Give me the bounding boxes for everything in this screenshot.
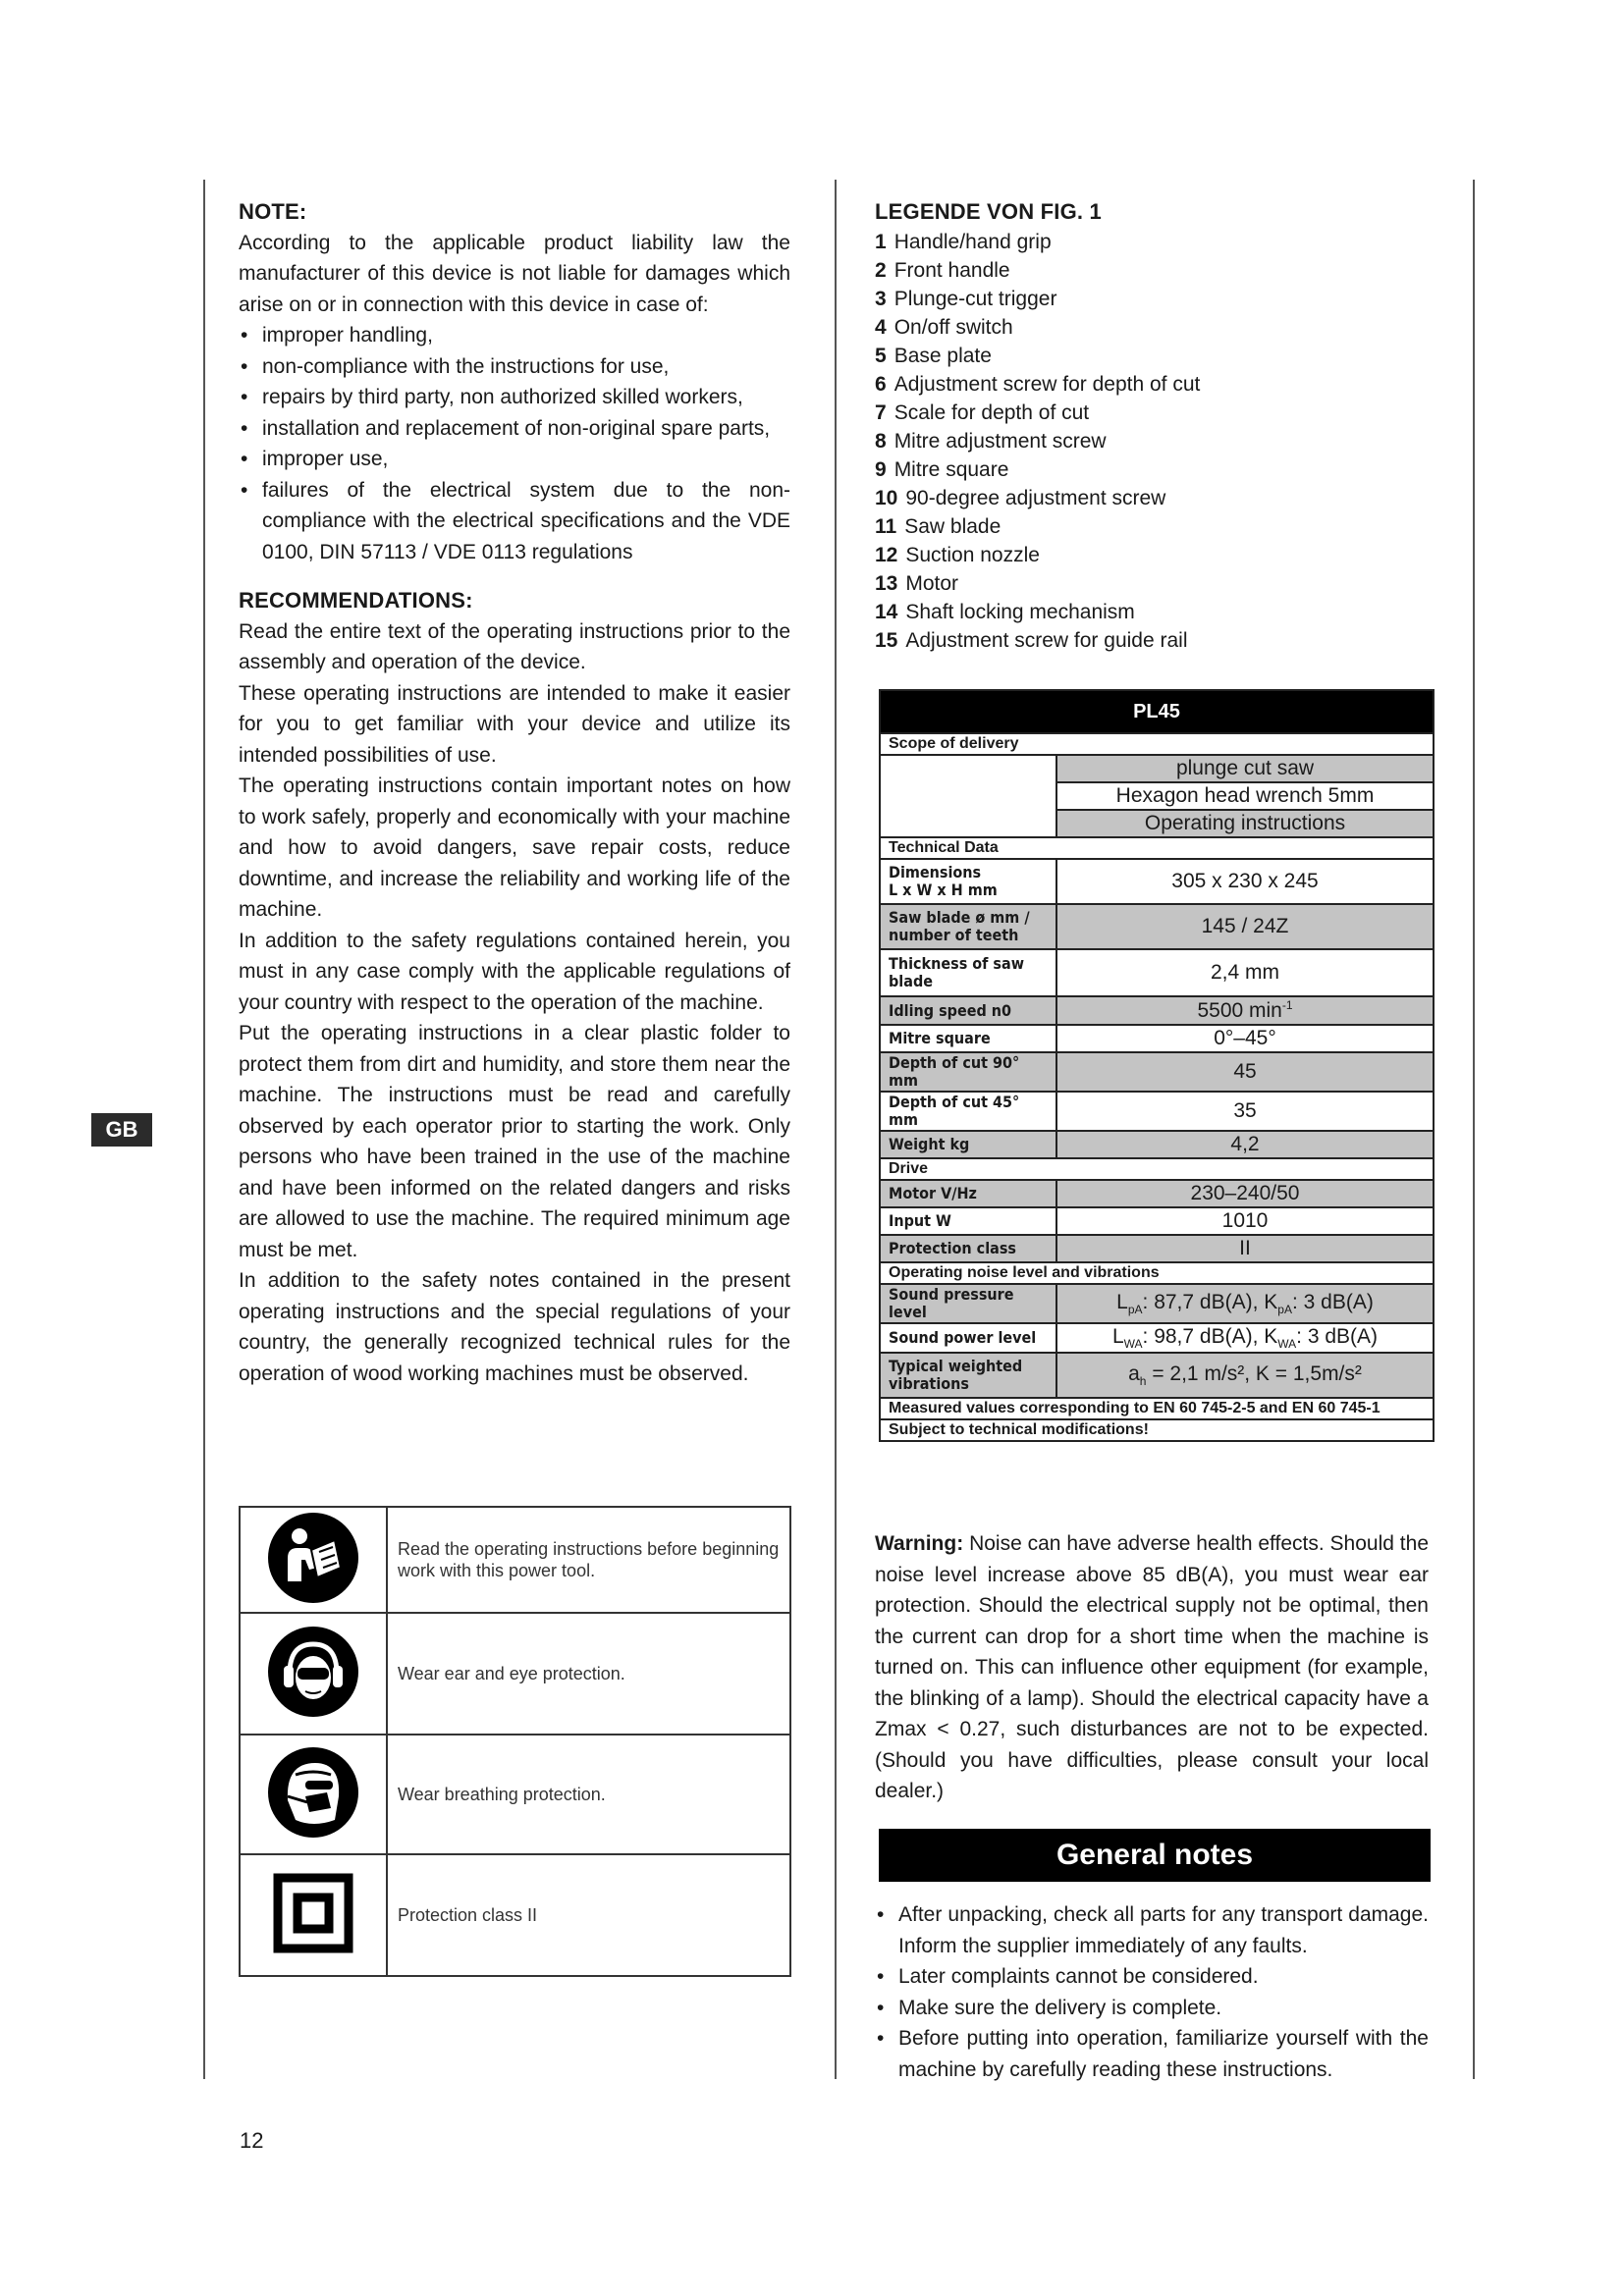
legend-number: 1 [875,230,887,253]
spec-label: Saw blade ø mm / number of teeth [880,904,1056,949]
scope-item: Operating instructions [1056,810,1434,837]
spec-model: PL45 [880,690,1434,733]
spec-value: 0°–45° [1056,1025,1434,1052]
legend-number: 15 [875,628,898,652]
legend-number: 10 [875,486,898,509]
legend-label: Base plate [893,344,992,367]
note-item: • installation and replacement of non-original spare parts, [239,413,790,445]
legend-list [875,228,1433,655]
legend-number: 2 [875,258,887,282]
legend-heading: LEGENDE VON FIG. 1 [875,199,1102,224]
legend-label: Scale for depth of cut [893,400,1090,424]
recommendation-paragraph: These operating instructions are intended to make it easier for you to get familiar with your device and utilize its intended possibilities of use. [239,681,790,767]
legend-number: 14 [875,600,898,623]
symbol-row [240,1735,790,1854]
legend-item [875,512,1433,541]
language-tab: GB [91,1113,152,1147]
legend-label: Saw blade [904,514,1001,538]
legend-number: 6 [875,372,887,396]
legend-item [875,256,1433,285]
legend-item [875,313,1433,342]
legend-number: 4 [875,315,887,339]
spec-label: Depth of cut 45° mm [880,1092,1056,1131]
page-number: 12 [240,2128,264,2153]
legend-item [875,455,1433,484]
spec-value: II [1056,1235,1434,1262]
legend-number: 13 [875,571,898,595]
recommendations-heading: RECOMMENDATIONS: [239,588,473,613]
spec-value: 5500 $\min^{-1}$ [1056,996,1434,1025]
general-note-item: • Later complaints cannot be considered. [875,1961,1429,1993]
legend-label: 90-degree adjustment screw [905,486,1166,509]
symbol-text: Wear ear and eye protection. [387,1613,790,1735]
general-notes-list [875,1899,1429,2085]
recommendation-paragraph: Put the operating instructions in a clear plastic folder to protect them from dirt and humidity, and store them near the machine. The instructions must be read and carefully observed by each operator prior to starting the work. Only persons who have been trained in the use of the machine and have been informed on the related dangers and risks are allowed to use the machine. The required minimum age must be met. [239,1022,790,1261]
drive-label: Drive [880,1158,1434,1180]
warning-text: Noise can have adverse health effects. Should the noise level increase above 85 dB(A), you must wear ear protection. Should the electrical supply not be optimal, then the current can drop for a short time when the machine is turned on. This can influence other equipment (for example, the blinking of a lamp). Should the electrical capacity have a Zmax < 0.27, such disturbances are not to be expected. (Should you have difficulties, please consult your local dealer.) [875,1532,1429,1802]
spec-label: Sound pressure level [880,1284,1056,1323]
spec-label: Protection class [880,1235,1056,1262]
center-rule [835,180,837,2079]
spec-value: 1010 [1056,1207,1434,1235]
legend-number: 8 [875,429,887,453]
scope-label: Scope of delivery [880,733,1434,755]
spec-label: Dimensions L x W x H mm [880,859,1056,904]
general-note-item: • Before putting into operation, familiarize yourself with the machine by carefully reading these instructions. [875,2023,1429,2085]
legend-number: 3 [875,287,887,310]
note-item: • improper handling, [239,320,790,351]
general-notes-title: General notes [879,1829,1431,1882]
spec-value: 4,2 [1056,1131,1434,1158]
legend-label: Adjustment screw for guide rail [905,628,1188,652]
legend-label: Handle/hand grip [893,230,1052,253]
legend-number: 5 [875,344,887,367]
note-list [239,320,790,567]
legend-label: On/off switch [893,315,1013,339]
scope-item: Hexagon head wrench 5mm [1056,782,1434,810]
symbol-text: Protection class II [387,1854,790,1976]
legend-number: 11 [875,514,897,538]
symbol-row [240,1507,790,1613]
spec-value: 45 [1056,1052,1434,1092]
spec-value: $L_{pA}$: 87,7 dB(A), $K_{pA}$: 3 dB(A) [1056,1284,1434,1323]
general-note-item: • After unpacking, check all parts for any transport damage. Inform the supplier immediately of any faults. [875,1899,1429,1961]
legend-item [875,598,1433,626]
spec-label: Weight kg [880,1131,1056,1158]
spec-table [879,689,1435,1442]
note-item: • non-compliance with the instructions for use, [239,351,790,383]
note-item: • failures of the electrical system due to the non-compliance with the electrical specifications and the VDE 0100, DIN 57113 / VDE 0113 regulations [239,475,790,568]
measured-note: Measured values corresponding to EN 60 745-2-5 and EN 60 745-1 [880,1398,1434,1419]
spec-label: Depth of cut 90° mm [880,1052,1056,1092]
legend-number: 12 [875,543,898,566]
legend-label: Adjustment screw for depth of cut [893,372,1201,396]
note-heading: NOTE: [239,199,307,224]
spec-value: 305 x 230 x 245 [1056,859,1434,904]
legend-label: Suction nozzle [905,543,1040,566]
read-manual-icon [266,1511,360,1605]
legend-label: Shaft locking mechanism [905,600,1135,623]
legend-item [875,569,1433,598]
spec-label: Input W [880,1207,1056,1235]
legend-label: Mitre adjustment screw [893,429,1107,453]
general-note-item: • Make sure the delivery is complete. [875,1993,1429,2024]
spec-label: Thickness of saw blade [880,949,1056,996]
legend-item [875,484,1433,512]
right-margin-rule [1473,180,1475,2079]
legend-item [875,427,1433,455]
left-column [239,196,790,1389]
scope-item: plunge cut saw [1056,755,1434,782]
legend-number: 9 [875,457,887,481]
noise-label: Operating noise level and vibrations [880,1262,1434,1284]
legend-item [875,626,1433,655]
spec-label: Typical weighted vibrations [880,1353,1056,1398]
legend-item [875,285,1433,313]
legend-item [875,370,1433,399]
legend-label: Front handle [893,258,1010,282]
spec-label: Motor V/Hz [880,1180,1056,1207]
symbol-row [240,1613,790,1735]
spec-value: $a_h = 2,1$ m/s², K = 1,5m/s² [1056,1353,1434,1398]
warning-label: Warning: [875,1532,964,1555]
legend-item [875,228,1433,256]
spec-label: Mitre square [880,1025,1056,1052]
note-item: • improper use, [239,444,790,475]
safety-symbols-table [239,1506,791,1977]
ear-eye-protection-icon [266,1625,360,1719]
symbol-text: Read the operating instructions before beginning work with this power tool. [387,1507,790,1613]
symbol-text: Wear breathing protection. [387,1735,790,1854]
left-margin-rule [203,180,205,2079]
legend-label: Plunge-cut trigger [893,287,1057,310]
spec-value: 230–240/50 [1056,1180,1434,1207]
protection-class-ii-icon [266,1866,360,1960]
symbol-row [240,1854,790,1976]
technical-label: Technical Data [880,837,1434,859]
warning-paragraph [875,1528,1429,1807]
legend-item [875,541,1433,569]
spec-value: 2,4 mm [1056,949,1434,996]
legend-label: Motor [905,571,959,595]
recommendation-paragraph: The operating instructions contain important notes on how to work safely, properly and economically with your machine and how to avoid dangers, save repair costs, reduce downtime, and increase the reliability and working life of the machine. [239,774,790,921]
legend-number: 7 [875,400,887,424]
subject-note: Subject to technical modifications! [880,1419,1434,1441]
spec-label: Sound power level [880,1323,1056,1353]
legend-item [875,342,1433,370]
legend-item [875,399,1433,427]
spec-value: $L_{WA}$: 98,7 dB(A), $K_{WA}$: 3 dB(A) [1056,1323,1434,1353]
legend-label: Mitre square [893,457,1009,481]
right-column [875,196,1433,655]
recommendation-paragraph: In addition to the safety regulations contained herein, you must in any case comply with the applicable regulations of your country with respect to the operation of the machine. [239,929,790,1014]
spec-value: 145 / 24Z [1056,904,1434,949]
spec-label: Idling speed n0 [880,996,1056,1025]
note-intro: According to the applicable product liability law the manufacturer of this device is not liable for damages which arise on or in connection with this device in case of: [239,231,790,316]
note-item: • repairs by third party, non authorized skilled workers, [239,382,790,413]
spec-value: 35 [1056,1092,1434,1131]
breathing-protection-icon [266,1745,360,1840]
recommendation-paragraph: Read the entire text of the operating instructions prior to the assembly and operation of the device. [239,619,790,673]
recommendation-paragraph: In addition to the safety notes contained in the present operating instructions and the special regulations of your country, the generally recognized technical rules for the operation of wood working machines must be observed. [239,1269,790,1385]
